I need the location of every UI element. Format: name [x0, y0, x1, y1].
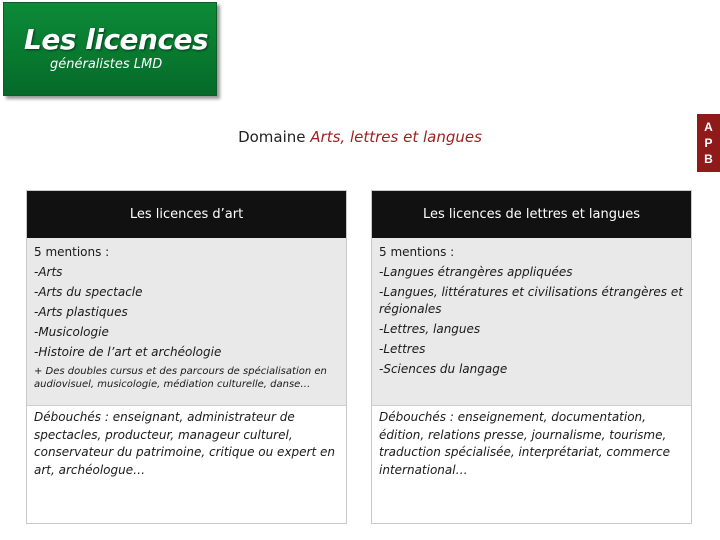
outlets-panel [372, 406, 691, 523]
domain-heading [0, 128, 720, 146]
badge-letter: B [704, 152, 713, 166]
mention-item: -Arts [34, 265, 63, 279]
mention-item: -Arts plastiques [34, 305, 128, 319]
column-letters-languages [371, 190, 692, 524]
double-cursus-note: + Des doubles cursus et des parcours de spécialisation en audiovisuel, musicologie, médiation culturelle, danse… [34, 366, 327, 390]
mention-item: -Langues, littératures et civilisations étrangères et régionales [379, 285, 683, 316]
mention-item: -Lettres, langues [379, 322, 481, 336]
badge-letter: P [704, 136, 713, 150]
mentions-panel [27, 238, 346, 406]
mention-item: -Musicologie [34, 325, 109, 339]
badge-letter: A [704, 120, 713, 134]
mention-item: -Arts du spectacle [34, 285, 143, 299]
mentions-panel [372, 238, 691, 406]
mention-item: -Histoire de l’art et archéologie [34, 345, 222, 359]
banner-title: Les licences [24, 23, 209, 56]
domain-prefix: Domaine [238, 128, 306, 146]
mention-item: -Langues étrangères appliquées [379, 265, 573, 279]
banner-subtitle: généralistes LMD [50, 57, 163, 72]
outlets-text: Débouchés : enseignant, administrateur de spectacles, producteur, manageur culturel, conservateur du patrimoine, critique ou expert en art, archéologue… [34, 410, 335, 477]
domain-highlight: Arts, lettres et langues [310, 128, 482, 146]
mention-item: -Sciences du langage [379, 362, 508, 376]
mentions-title: 5 mentions : [34, 245, 110, 259]
mention-item: -Lettres [379, 342, 426, 356]
banner [3, 2, 217, 96]
column-art [26, 190, 347, 524]
mentions-title: 5 mentions : [379, 245, 455, 259]
column-header: Les licences de lettres et langues [372, 191, 691, 238]
outlets-panel [27, 406, 346, 523]
outlets-text: Débouchés : enseignement, documentation, édition, relations presse, journalisme, tourisme, traduction spécialisée, interprétariat, commerce international… [379, 410, 670, 477]
column-header: Les licences d’art [27, 191, 346, 238]
